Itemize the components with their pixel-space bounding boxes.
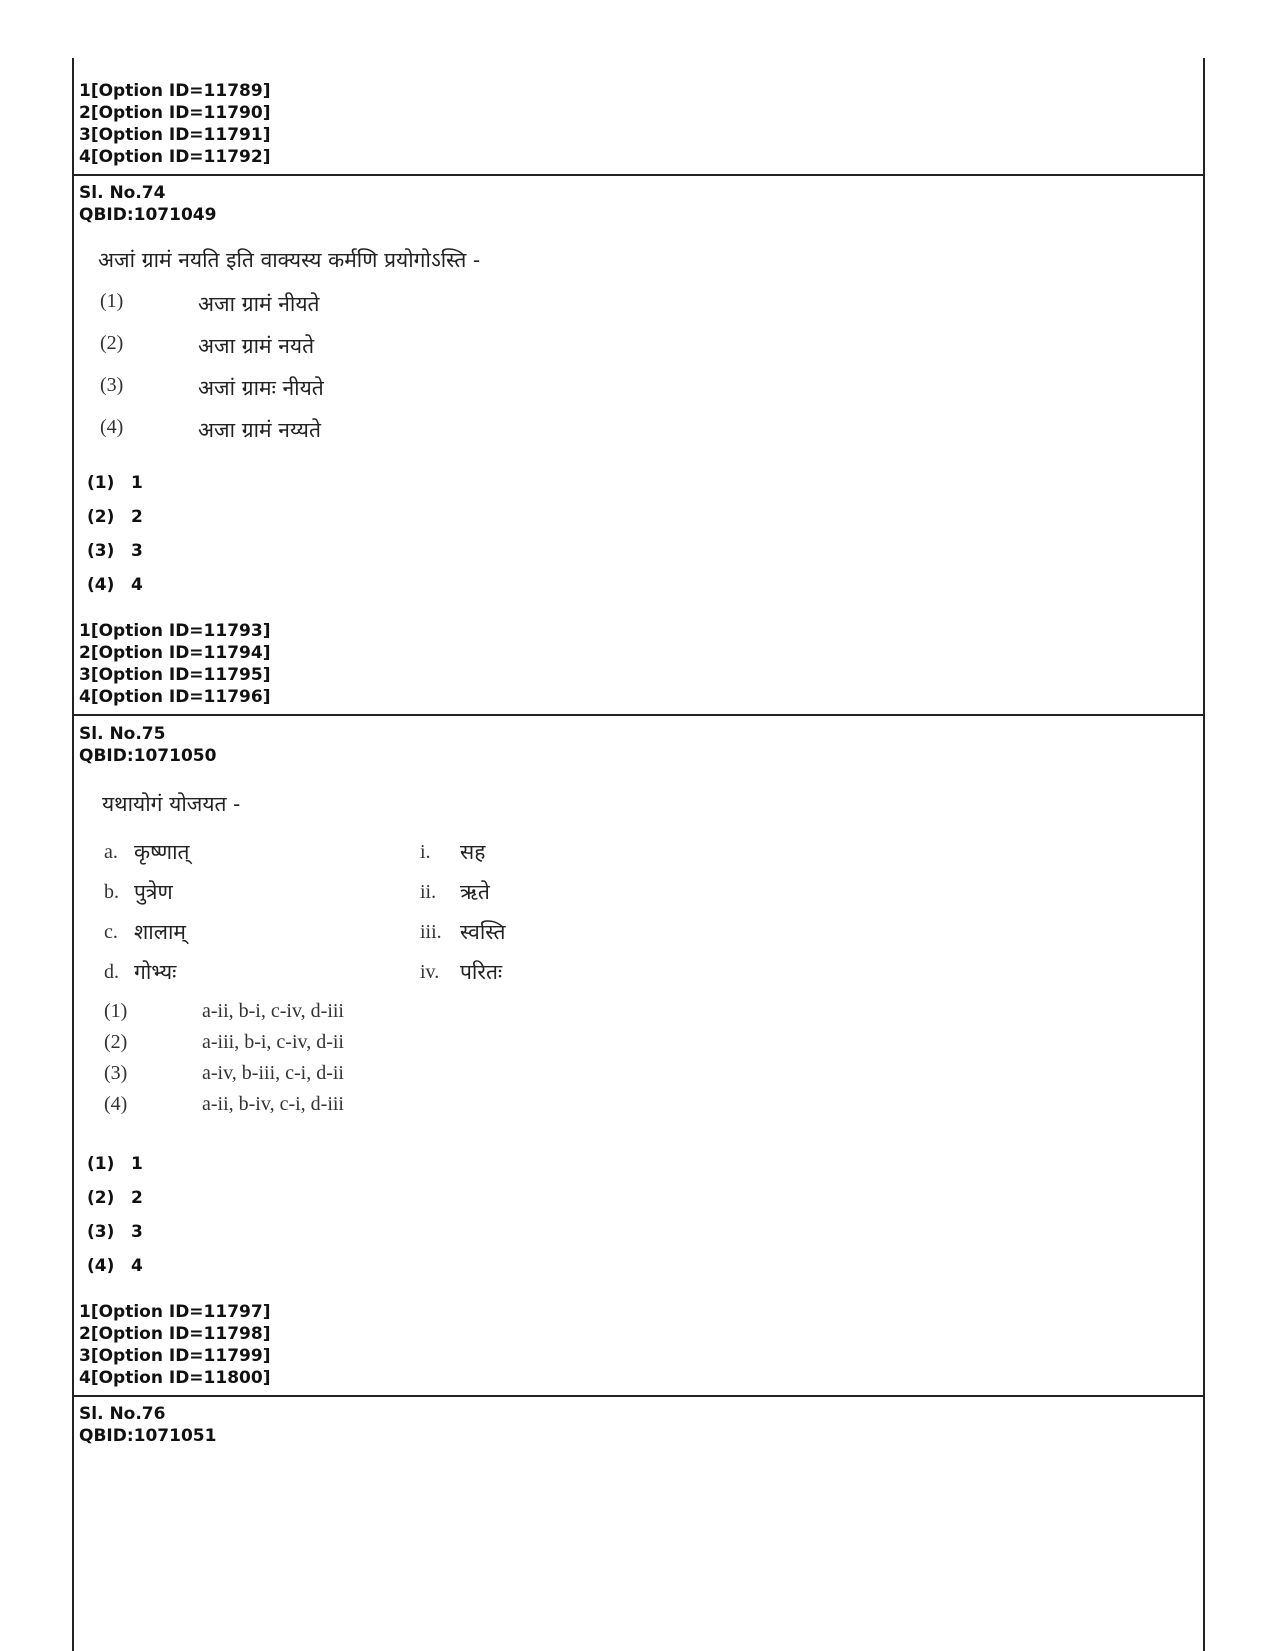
match-left-key: b. [104,881,119,903]
match-right-text: परितः [460,960,503,984]
answer-number: (3) [87,541,115,561]
option-id-line: 2[Option ID=11798] [79,1324,271,1344]
q75-choice-text: a-ii, b-i, c-iv, d-iii [202,1000,344,1022]
q74-question: अजां ग्रामं नयति इति वाक्यस्य कर्मणि प्रयोगोऽस्ति - [98,248,481,272]
q75-choice-number: (3) [104,1062,128,1084]
match-right-key: iii. [420,921,442,943]
divider [72,714,1205,716]
option-id-line: 4[Option ID=11800] [79,1368,271,1388]
q74-choice-text: अजा ग्रामं नीयते [198,292,320,316]
option-id-line: 4[Option ID=11796] [79,687,271,707]
q74-choice-number: (3) [100,374,124,396]
answer-value: 3 [131,1222,143,1242]
match-left-text: कृष्णात् [134,840,190,864]
serial-number: Sl. No.75 [79,724,166,744]
option-id-line: 1[Option ID=11797] [79,1302,271,1322]
q75-choice-number: (1) [104,1000,128,1022]
q74-answer-option[interactable] [87,473,143,493]
q74-answer-option[interactable] [87,541,143,561]
q75-header [79,723,216,767]
divider [72,174,1205,176]
q74-choice-number: (1) [100,290,124,312]
answer-value: 1 [131,473,143,493]
q75-choice-text: a-iii, b-i, c-iv, d-ii [202,1031,344,1053]
q74-choice-text: अजा ग्रामं नय्यते [198,418,321,442]
q75-question: यथायोगं योजयत - [102,792,241,816]
q74-choice-text: अजां ग्रामः नीयते [198,376,324,400]
answer-value: 4 [131,575,143,595]
serial-number: Sl. No.76 [79,1404,166,1424]
answer-number: (1) [87,473,115,493]
q75-answer-option[interactable] [87,1188,143,1208]
answer-number: (1) [87,1154,115,1174]
match-left-text: पुत्रेण [134,880,173,904]
answer-number: (4) [87,1256,115,1276]
qbid: QBID:1071050 [79,746,217,766]
q74-option-ids [79,620,270,708]
option-id-line: 2[Option ID=11790] [79,103,271,123]
q74-choice-number: (2) [100,332,124,354]
divider [72,1395,1205,1397]
answer-number: (4) [87,575,115,595]
option-id-line: 3[Option ID=11791] [79,125,271,145]
q74-choice-number: (4) [100,416,124,438]
answer-value: 3 [131,541,143,561]
match-right-key: ii. [420,881,437,903]
match-left-key: d. [104,961,119,983]
q74-answer-option[interactable] [87,575,143,595]
q75-choice-text: a-iv, b-iii, c-i, d-ii [202,1062,344,1084]
answer-value: 2 [131,1188,143,1208]
q74-header [79,182,216,226]
option-id-line: 1[Option ID=11789] [79,81,271,101]
option-id-line: 3[Option ID=11799] [79,1346,271,1366]
answer-number: (2) [87,1188,115,1208]
qbid: QBID:1071049 [79,205,217,225]
qbid: QBID:1071051 [79,1426,217,1446]
q75-option-ids [79,1301,270,1389]
match-right-text: सह [460,840,486,864]
match-right-text: स्वस्ति [460,920,506,944]
match-right-key: i. [420,841,431,863]
match-right-text: ऋते [460,880,490,904]
answer-number: (2) [87,507,115,527]
answer-value: 2 [131,507,143,527]
match-right-key: iv. [420,961,440,983]
q74-choice-text: अजा ग्रामं नयते [198,334,315,358]
q75-answer-option[interactable] [87,1222,143,1242]
q75-answer-option[interactable] [87,1154,143,1174]
q73-option-ids [79,80,270,168]
option-id-line: 4[Option ID=11792] [79,147,271,167]
q75-choice-number: (2) [104,1031,128,1053]
option-id-line: 2[Option ID=11794] [79,643,271,663]
q75-choice-text: a-ii, b-iv, c-i, d-iii [202,1093,344,1115]
option-id-line: 1[Option ID=11793] [79,621,271,641]
answer-number: (3) [87,1222,115,1242]
serial-number: Sl. No.74 [79,183,166,203]
q75-answer-option[interactable] [87,1256,143,1276]
match-left-key: a. [104,841,118,863]
answer-value: 1 [131,1154,143,1174]
answer-value: 4 [131,1256,143,1276]
match-left-text: गोभ्यः [134,960,177,984]
match-left-text: शालाम् [134,920,186,944]
match-left-key: c. [104,921,118,943]
option-id-line: 3[Option ID=11795] [79,665,271,685]
q75-choice-number: (4) [104,1093,128,1115]
q76-header [79,1403,216,1447]
q74-answer-option[interactable] [87,507,143,527]
